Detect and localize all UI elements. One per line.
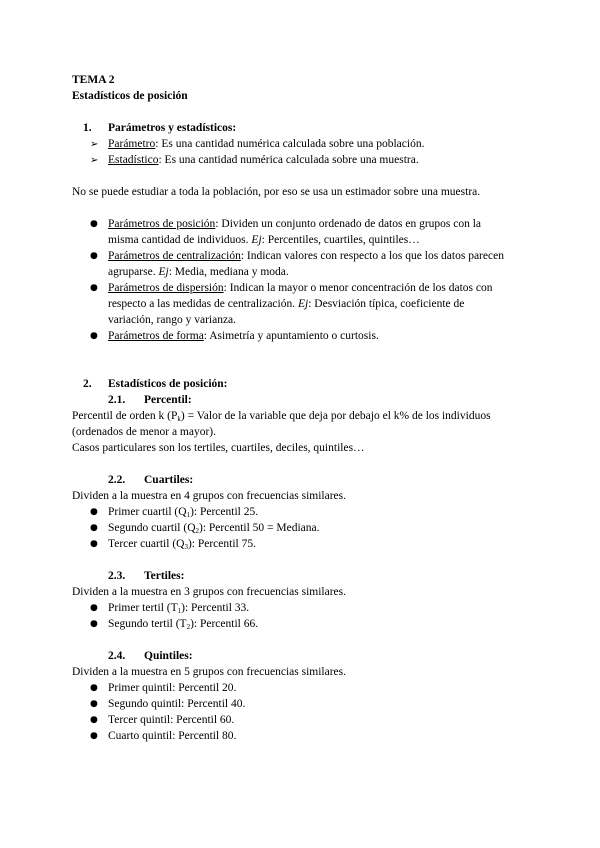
bullet-dispersion-line-2: respecto a las medidas de centralización. Ej: Desviación típica, coeficiente de [108,298,465,310]
bullet-icon: ● [90,251,98,261]
def-parametro: Parámetro: Es una cantidad numérica calculada sobre una población. [108,138,425,150]
quintiles-intro: Dividen a la muestra en 5 grupos con frecuencias similares. [72,666,346,678]
def-estadistico: Estadístico: Es una cantidad numérica calculada sobre una muestra. [108,154,419,166]
list-item: Cuarto quintil: Percentil 80. [108,730,237,742]
arrow-bullet-icon: ➢ [90,139,99,150]
subsection-2-1-title: Percentil: [144,394,192,406]
list-item: Segundo quintil: Percentil 40. [108,698,246,710]
list-item: Primer tertil $(T_1)$: Percentil 33. [108,602,250,615]
subsection-2-2-number: 2.2. [108,474,126,486]
bullet-forma-line-1: Parámetros de forma: Asimetría y apuntamiento o curtosis. [108,330,379,342]
doc-subtitle: Estadísticos de posición [72,90,188,102]
list-item: Segundo cuartil $(Q_2)$: Percentil 50 = Mediana. [108,522,320,535]
subsection-2-3-number: 2.3. [108,570,126,582]
bullet-dispersion-line-1: Parámetros de dispersión: Indican la mayor o menor concentración de los datos con [108,282,493,294]
section-2-title: Estadísticos de posición: [108,378,228,390]
bullet-icon: ● [90,283,98,293]
subsection-2-1-number: 2.1. [108,394,126,406]
list-item: Segundo tertil $(T_2)$: Percentil 66. [108,618,259,631]
tertiles-intro: Dividen a la muestra en 3 grupos con frecuencias similares. [72,586,346,598]
bullet-icon: ● [90,507,98,517]
bullet-centralizacion-line-2: agruparse. Ej: Media, mediana y moda. [108,266,289,278]
list-item: Primer quintil: Percentil 20. [108,682,237,694]
bullet-icon: ● [90,619,98,629]
subsection-2-4-number: 2.4. [108,650,126,662]
subsection-2-2-title: Cuartiles: [144,474,194,486]
list-item: Tercer cuartil $(Q_3)$: Percentil 75. [108,538,256,551]
list-item: Tercer quintil: Percentil 60. [108,714,235,726]
cuartiles-intro: Dividen a la muestra en 4 grupos con frecuencias similares. [72,490,346,502]
list-item: Primer cuartil $(Q_1)$: Percentil 25. [108,506,259,519]
bullet-icon: ● [90,699,98,709]
doc-title: TEMA 2 [72,74,115,86]
subsection-2-4-title: Quintiles: [144,650,193,662]
bullet-icon: ● [90,219,98,229]
section-1-number: 1. [83,122,92,134]
bullet-posicion-line-2: misma cantidad de individuos. Ej: Percentiles, cuartiles, quintiles… [108,234,420,246]
percentil-definition-line-2: (ordenados de menor a mayor). [72,426,217,438]
bullet-icon: ● [90,683,98,693]
bullet-icon: ● [90,539,98,549]
paragraph-estimador: No se puede estudiar a toda la población, por eso se usa un estimador sobre una muestra. [72,186,481,198]
percentil-definition-line-1: Percentil de orden k $(P_k)$ = Valor de la variable que deja por debajo el k% de los individuos [72,410,491,423]
bullet-icon: ● [90,523,98,533]
bullet-posicion-line-1: Parámetros de posición: Dividen un conjunto ordenado de datos en grupos con la [108,218,482,230]
bullet-icon: ● [90,731,98,741]
bullet-icon: ● [90,331,98,341]
arrow-bullet-icon: ➢ [90,155,99,166]
bullet-icon: ● [90,603,98,613]
bullet-icon: ● [90,715,98,725]
section-2-number: 2. [83,378,92,390]
bullet-centralizacion-line-1: Parámetros de centralización: Indican valores con respecto a los que los datos parecen [108,250,504,262]
section-1-title: Parámetros y estadísticos: [108,122,237,134]
subsection-2-3-title: Tertiles: [144,570,185,582]
bullet-dispersion-line-3: variación, rango y varianza. [108,314,237,326]
percentil-casos: Casos particulares son los tertiles, cuartiles, deciles, quintiles… [72,442,365,454]
